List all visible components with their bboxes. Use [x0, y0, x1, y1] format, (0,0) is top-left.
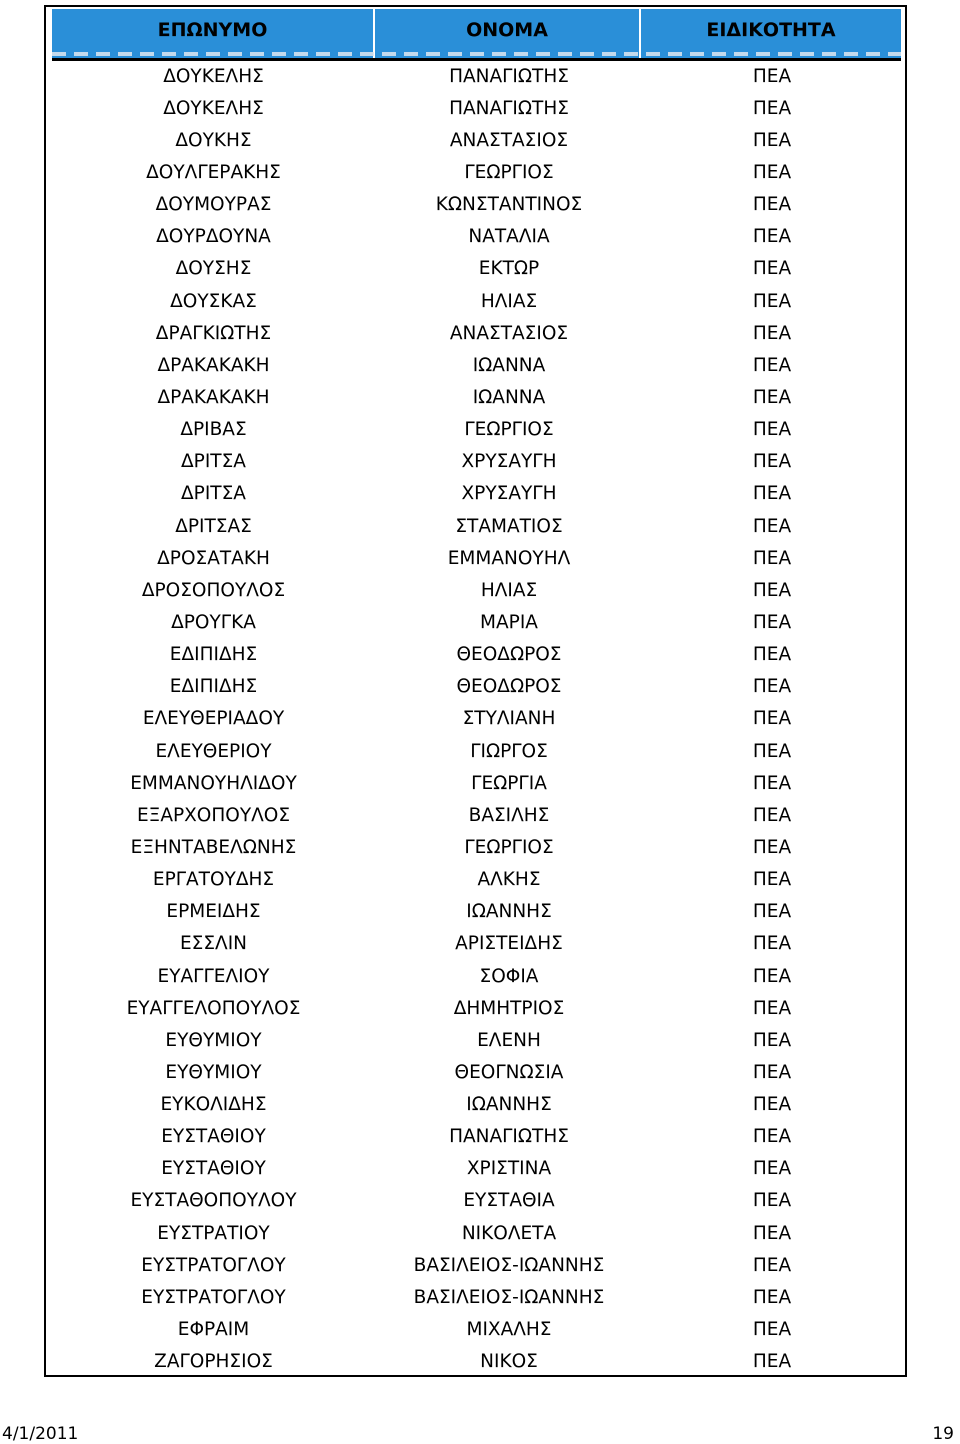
- cell-first-name: ΣΟΦΙΑ: [479, 965, 539, 987]
- cell-specialty: ΠΕΑ: [752, 483, 792, 505]
- cell-first-name: ΙΩΑΝΝΑ: [472, 386, 546, 408]
- cell-specialty: ΠΕΑ: [752, 901, 792, 923]
- cell-first-name: ΣΤΑΜΑΤΙΟΣ: [455, 515, 563, 537]
- table-row: [52, 349, 901, 381]
- cell-specialty: ΠΕΑ: [752, 258, 792, 280]
- table-row: [52, 92, 901, 124]
- cell-surname: ΕΔΙΠΙΔΗΣ: [169, 676, 258, 698]
- cell-first-name: ΒΑΣΙΛΕΙΟΣ-ΙΩΑΝΝΗΣ: [413, 1286, 605, 1308]
- cell-surname: ΔΡΑΚΑΚΑΚΗ: [157, 354, 270, 376]
- table-row: [52, 1313, 901, 1345]
- table-row: [52, 1249, 901, 1281]
- cell-specialty: ΠΕΑ: [752, 1061, 792, 1083]
- cell-surname: ΕΜΜΑΝΟΥΗΛΙΔΟΥ: [130, 772, 297, 794]
- cell-first-name: ΒΑΣΙΛΕΙΟΣ-ΙΩΑΝΝΗΣ: [413, 1254, 605, 1276]
- cell-specialty: ΠΕΑ: [752, 322, 792, 344]
- cell-first-name: ΠΑΝΑΓΙΩΤΗΣ: [449, 97, 569, 119]
- cell-first-name: ΑΝΑΣΤΑΣΙΟΣ: [449, 322, 569, 344]
- cell-first-name: ΕΜΜΑΝΟΥΗΛ: [447, 547, 571, 569]
- cell-surname: ΕΥΘΥΜΙΟΥ: [165, 1029, 262, 1051]
- cell-specialty: ΠΕΑ: [752, 1254, 792, 1276]
- table-row: [52, 767, 901, 799]
- cell-first-name: ΗΛΙΑΣ: [480, 290, 538, 312]
- cell-specialty: ΠΕΑ: [752, 676, 792, 698]
- cell-surname: ΔΟΥΛΓΕΡΑΚΗΣ: [146, 161, 281, 183]
- cell-surname: ΔΟΥΜΟΥΡΑΣ: [155, 194, 272, 216]
- cell-first-name: ΔΗΜΗΤΡΙΟΣ: [453, 997, 565, 1019]
- table-row: [52, 1185, 901, 1217]
- table-row: [52, 574, 901, 606]
- cell-specialty: ΠΕΑ: [752, 129, 792, 151]
- cell-first-name: ΕΥΣΤΑΘΙΑ: [463, 1190, 555, 1212]
- cell-specialty: ΠΕΑ: [752, 226, 792, 248]
- cell-specialty: ΠΕΑ: [752, 804, 792, 826]
- cell-specialty: ΠΕΑ: [752, 386, 792, 408]
- cell-first-name: ΠΑΝΑΓΙΩΤΗΣ: [449, 65, 569, 87]
- cell-surname: ΕΛΕΥΘΕΡΙΟΥ: [155, 740, 272, 762]
- cell-specialty: ΠΕΑ: [752, 836, 792, 858]
- table-row: [52, 1346, 901, 1378]
- table-row: [52, 896, 901, 928]
- cell-first-name: ΧΡΥΣΑΥΓΗ: [461, 483, 557, 505]
- cell-surname: ΔΟΥΣΚΑΣ: [170, 290, 257, 312]
- table-row: [52, 1153, 901, 1185]
- cell-surname: ΔΡΙΤΣΑΣ: [175, 515, 252, 537]
- table-row: [52, 1121, 901, 1153]
- cell-surname: ΔΟΥΚΕΛΗΣ: [163, 97, 264, 119]
- cell-surname: ΕΔΙΠΙΔΗΣ: [169, 644, 258, 666]
- table-row: [52, 1217, 901, 1249]
- cell-specialty: ΠΕΑ: [752, 933, 792, 955]
- cell-surname: ΖΑΓΟΡΗΣΙΟΣ: [154, 1351, 273, 1373]
- cell-first-name: ΝΑΤΑΛΙΑ: [468, 226, 550, 248]
- cell-surname: ΔΟΥΡΔΟΥΝΑ: [156, 226, 271, 248]
- cell-specialty: ΠΕΑ: [752, 965, 792, 987]
- table-row: [52, 189, 901, 221]
- table-row: [52, 478, 901, 510]
- cell-first-name: ΙΩΑΝΝΗΣ: [466, 901, 552, 923]
- cell-first-name: ΘΕΟΓΝΩΣΙΑ: [454, 1061, 564, 1083]
- cell-first-name: ΕΚΤΩΡ: [478, 258, 540, 280]
- cell-specialty: ΠΕΑ: [752, 1190, 792, 1212]
- cell-surname: ΔΡΙΒΑΣ: [180, 419, 247, 441]
- cell-surname: ΕΥΚΟΛΙΔΗΣ: [160, 1094, 267, 1116]
- cell-surname: ΕΣΣΛΙΝ: [179, 933, 248, 955]
- cell-first-name: ΚΩΝΣΤΑΝΤΙΝΟΣ: [435, 194, 583, 216]
- cell-first-name: ΧΡΙΣΤΙΝΑ: [466, 1158, 552, 1180]
- table-body: [52, 60, 901, 1378]
- table-row: [52, 799, 901, 831]
- cell-surname: ΕΞΗΝΤΑΒΕΛΩΝΗΣ: [130, 836, 297, 858]
- cell-surname: ΔΡΟΥΓΚΑ: [171, 611, 256, 633]
- table-row: [52, 1056, 901, 1088]
- cell-specialty: ΠΕΑ: [752, 611, 792, 633]
- table-row: [52, 960, 901, 992]
- cell-surname: ΕΥΣΤΡΑΤΟΓΛΟΥ: [141, 1254, 286, 1276]
- cell-specialty: ΠΕΑ: [752, 97, 792, 119]
- table-row: [52, 639, 901, 671]
- cell-first-name: ΓΕΩΡΓΙΟΣ: [464, 836, 554, 858]
- cell-surname: ΔΡΟΣΑΤΑΚΗ: [157, 547, 270, 569]
- cell-surname: ΕΥΑΓΓΕΛΟΠΟΥΛΟΣ: [126, 997, 301, 1019]
- cell-first-name: ΘΕΟΔΩΡΟΣ: [456, 676, 562, 698]
- table-row: [52, 221, 901, 253]
- cell-specialty: ΠΕΑ: [752, 740, 792, 762]
- cell-specialty: ΠΕΑ: [752, 1029, 792, 1051]
- table-row: [52, 1281, 901, 1313]
- cell-surname: ΕΞΑΡΧΟΠΟΥΛΟΣ: [136, 804, 291, 826]
- cell-specialty: ΠΕΑ: [752, 65, 792, 87]
- cell-first-name: ΙΩΑΝΝΑ: [472, 354, 546, 376]
- cell-surname: ΔΡΑΚΑΚΑΚΗ: [157, 386, 270, 408]
- cell-first-name: ΧΡΥΣΑΥΓΗ: [461, 451, 557, 473]
- table-row: [52, 1024, 901, 1056]
- cell-specialty: ΠΕΑ: [752, 547, 792, 569]
- table-row: [52, 60, 901, 92]
- cell-surname: ΕΡΜΕΙΔΗΣ: [166, 901, 261, 923]
- cell-surname: ΔΡΟΣΟΠΟΥΛΟΣ: [141, 579, 286, 601]
- cell-specialty: ΠΕΑ: [752, 354, 792, 376]
- table-row: [52, 317, 901, 349]
- cell-surname: ΕΡΓΑΤΟΥΔΗΣ: [152, 869, 275, 891]
- cell-first-name: ΒΑΣΙΛΗΣ: [468, 804, 550, 826]
- cell-first-name: ΕΛΕΝΗ: [477, 1029, 541, 1051]
- cell-specialty: ΠΕΑ: [752, 644, 792, 666]
- cell-specialty: ΠΕΑ: [752, 708, 792, 730]
- table-row: [52, 446, 901, 478]
- cell-first-name: ΝΙΚΟΣ: [480, 1351, 538, 1373]
- table-row: [52, 156, 901, 188]
- cell-surname: ΔΟΥΣΗΣ: [175, 258, 252, 280]
- cell-first-name: ΣΤΥΛΙΑΝΗ: [462, 708, 556, 730]
- cell-specialty: ΠΕΑ: [752, 997, 792, 1019]
- cell-first-name: ΑΡΙΣΤΕΙΔΗΣ: [455, 933, 563, 955]
- cell-surname: ΕΥΣΤΑΘΙΟΥ: [161, 1126, 266, 1148]
- cell-first-name: ΑΝΑΣΤΑΣΙΟΣ: [449, 129, 569, 151]
- table: [44, 5, 907, 1377]
- header-first-name: ΟΝΟΜΑ: [375, 9, 641, 58]
- cell-surname: ΔΡΙΤΣΑ: [181, 483, 246, 505]
- cell-first-name: ΜΙΧΑΛΗΣ: [466, 1319, 552, 1341]
- cell-surname: ΔΟΥΚΕΛΗΣ: [163, 65, 264, 87]
- cell-specialty: ΠΕΑ: [752, 419, 792, 441]
- cell-first-name: ΗΛΙΑΣ: [480, 579, 538, 601]
- table-row: [52, 381, 901, 413]
- cell-first-name: ΠΑΝΑΓΙΩΤΗΣ: [449, 1126, 569, 1148]
- cell-surname: ΔΟΥΚΗΣ: [175, 129, 252, 151]
- cell-specialty: ΠΕΑ: [752, 869, 792, 891]
- table-row: [52, 864, 901, 896]
- table-row: [52, 542, 901, 574]
- cell-surname: ΕΥΣΤΡΑΤΟΓΛΟΥ: [141, 1286, 286, 1308]
- cell-specialty: ΠΕΑ: [752, 1351, 792, 1373]
- cell-surname: ΕΥΣΤΡΑΤΙΟΥ: [157, 1222, 270, 1244]
- cell-first-name: ΜΑΡΙΑ: [480, 611, 538, 633]
- cell-first-name: ΓΕΩΡΓΙΟΣ: [464, 161, 554, 183]
- cell-surname: ΕΛΕΥΘΕΡΙΑΔΟΥ: [142, 708, 285, 730]
- table-row: [52, 735, 901, 767]
- table-row: [52, 992, 901, 1024]
- table-row: [52, 831, 901, 863]
- cell-first-name: ΓΙΩΡΓΟΣ: [470, 740, 548, 762]
- header-specialty: ΕΙΔΙΚΟΤΗΤΑ: [706, 18, 836, 41]
- table-row: [52, 124, 901, 156]
- cell-specialty: ΠΕΑ: [752, 1094, 792, 1116]
- cell-first-name: ΝΙΚΟΛΕΤΑ: [461, 1222, 557, 1244]
- table-row: [52, 414, 901, 446]
- header-surname: ΕΠΩΝΥΜΟ: [52, 9, 375, 58]
- cell-specialty: ΠΕΑ: [752, 290, 792, 312]
- page-number: 19: [932, 1424, 954, 1444]
- cell-surname: ΕΦΡΑΙΜ: [177, 1319, 250, 1341]
- table-row: [52, 1089, 901, 1121]
- cell-specialty: ΠΕΑ: [752, 515, 792, 537]
- cell-first-name: ΑΛΚΗΣ: [477, 869, 541, 891]
- table-header: [52, 9, 901, 61]
- cell-specialty: ΠΕΑ: [752, 579, 792, 601]
- cell-surname: ΕΥΣΤΑΘΟΠΟΥΛΟΥ: [130, 1190, 297, 1212]
- cell-first-name: ΓΕΩΡΓΙΟΣ: [464, 419, 554, 441]
- cell-specialty: ΠΕΑ: [752, 1222, 792, 1244]
- cell-specialty: ΠΕΑ: [752, 1158, 792, 1180]
- cell-first-name: ΙΩΑΝΝΗΣ: [466, 1094, 552, 1116]
- cell-specialty: ΠΕΑ: [752, 161, 792, 183]
- cell-specialty: ΠΕΑ: [752, 772, 792, 794]
- cell-specialty: ΠΕΑ: [752, 1126, 792, 1148]
- table-row: [52, 606, 901, 638]
- cell-specialty: ΠΕΑ: [752, 1286, 792, 1308]
- cell-specialty: ΠΕΑ: [752, 194, 792, 216]
- cell-surname: ΔΡΑΓΚΙΩΤΗΣ: [155, 322, 272, 344]
- cell-surname: ΕΥΘΥΜΙΟΥ: [165, 1061, 262, 1083]
- table-row: [52, 671, 901, 703]
- table-row: [52, 253, 901, 285]
- header-dash-strip: [52, 52, 901, 56]
- footer-date: 4/1/2011: [2, 1424, 79, 1444]
- cell-specialty: ΠΕΑ: [752, 1319, 792, 1341]
- cell-specialty: ΠΕΑ: [752, 451, 792, 473]
- cell-surname: ΕΥΣΤΑΘΙΟΥ: [161, 1158, 266, 1180]
- cell-first-name: ΘΕΟΔΩΡΟΣ: [456, 644, 562, 666]
- table-row: [52, 510, 901, 542]
- table-row: [52, 285, 901, 317]
- cell-surname: ΕΥΑΓΓΕΛΙΟΥ: [157, 965, 270, 987]
- cell-first-name: ΓΕΩΡΓΙΑ: [471, 772, 547, 794]
- table-row: [52, 928, 901, 960]
- cell-surname: ΔΡΙΤΣΑ: [181, 451, 246, 473]
- table-row: [52, 703, 901, 735]
